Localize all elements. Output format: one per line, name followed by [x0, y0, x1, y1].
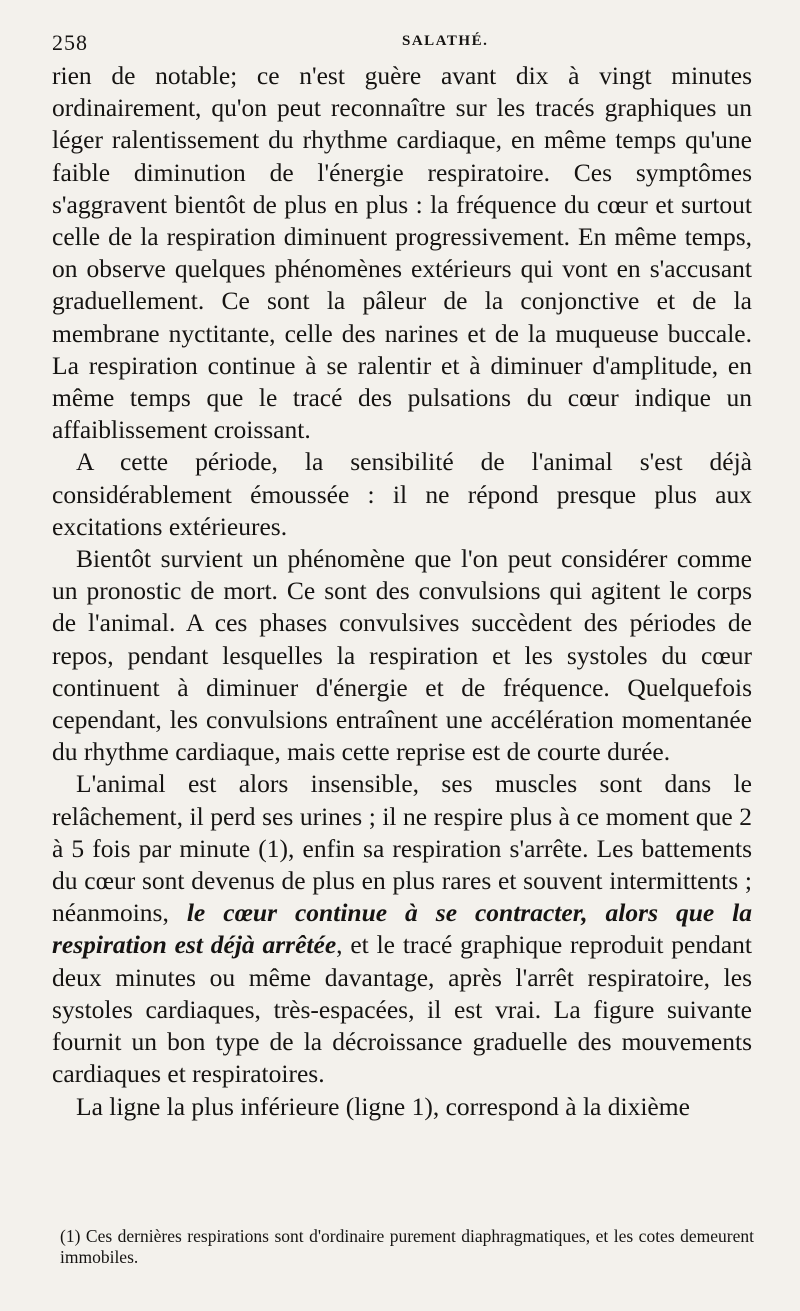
paragraph-2: A cette période, la sensibilité de l'animal s'est déjà considérablement émoussée : il ne répond presque plus aux excitations extérieures. — [52, 447, 752, 541]
paragraph-5: La ligne la plus inférieure (ligne 1), correspond à la dixième — [76, 1091, 690, 1121]
paragraph-4-italic-emphasis: le cœur continue à se contracter, alors que la respiration est déjà arrêtée — [52, 898, 752, 960]
footnote-text: (1) Ces dernières respirations sont d'ordinaire purement diaphragmatiques, et les cotes demeurent immobiles. — [60, 1226, 754, 1267]
page-header — [52, 30, 772, 54]
page-number: 258 — [52, 30, 88, 55]
paragraph-4 — [52, 768, 752, 1090]
paragraph-1: rien de notable; ce n'est guère avant dix à vingt minutes ordinairement, qu'on peut reconnaître sur les tracés graphiques un léger ralentissement du rhythme cardiaque, en même temps qu'une faible diminution de l'énergie respiratoire. Ces symptômes s'aggravent bientôt de plus en plus : la fréquence du cœur et surtout celle de la respiration diminuent progressivement. En même temps, on observe quelques phénomènes extérieurs qui vont en s'accusant graduellement. Ce sont la pâleur de la conjonctive et de la membrane nyctitante, celle des narines et de la muqueuse buccale. La respiration continue à se ralentir et à diminuer d'amplitude, en même temps que le tracé des pulsations du cœur indique un affaiblissement croissant. — [52, 61, 752, 445]
paragraph-4-text-start: L'animal est alors insensible, ses muscles sont dans le relâchement, il perd ses urines ; il ne respire plus à ce moment que 2 à 5 fois par minute (1), enfin sa respiration s'arrête. Les battements du cœur sont devenus de plus en plus rares et souvent intermittents ; néanmoins, — [52, 769, 752, 928]
running-head: SALATHÉ. — [402, 33, 489, 49]
paragraph-4-text-end: , et le tracé graphique reproduit pendant deux minutes ou même davantage, après l'arrêt respiratoire, les systoles cardiaques, très-espacées, il est vrai. La figure suivante fournit un bon type de la décroissance graduelle des mouvements cardiaques et respiratoires. — [52, 930, 752, 1089]
footnote — [60, 1226, 754, 1268]
paragraph-3: Bientôt survient un phénomène que l'on peut considérer comme un pronostic de mort. Ce sont des convulsions qui agitent le corps de l'animal. A ces phases convulsives succèdent des périodes de repos, pendant lesquelles la respiration et les systoles du cœur continuent à diminuer d'énergie et de fréquence. Quelquefois cependant, les convulsions entraînent une accélération momentanée du rhythme cardiaque, mais cette reprise est de courte durée. — [52, 544, 752, 767]
body-text — [52, 60, 752, 1123]
